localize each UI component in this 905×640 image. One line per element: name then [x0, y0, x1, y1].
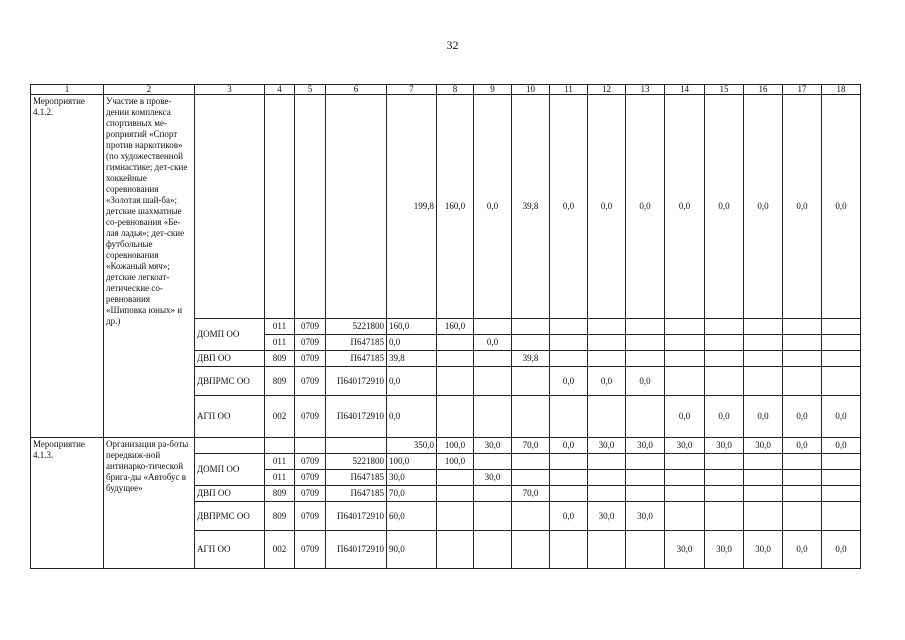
column-header: 18 — [822, 85, 861, 95]
amount-cell: 30,0 — [626, 502, 665, 531]
header-row — [31, 85, 861, 95]
total-value: 199,8 — [387, 95, 437, 319]
amount-cell — [744, 502, 783, 531]
amount-cell — [822, 335, 861, 351]
column-header: 13 — [626, 85, 665, 95]
amount-cell — [626, 335, 665, 351]
event-name: Организация ра-боты передвиж-ной антинарко-тической брига-ды «Автобус в будущее» — [104, 438, 195, 569]
article-code: П640172910 — [326, 502, 387, 531]
amount-cell — [705, 351, 744, 367]
amount-cell — [474, 486, 512, 502]
total-value: 0,0 — [783, 95, 822, 319]
amount-cell — [588, 396, 626, 438]
amount-cell — [512, 454, 550, 470]
amount-cell: 160,0 — [387, 319, 437, 335]
amount-cell: 0,0 — [783, 396, 822, 438]
amount-cell — [705, 454, 744, 470]
total-value: 30,0 — [665, 438, 705, 454]
amount-cell: 0,0 — [550, 367, 588, 396]
amount-cell — [705, 319, 744, 335]
section-code: 0709 — [295, 351, 326, 367]
amount-cell — [822, 470, 861, 486]
amount-cell: 0,0 — [744, 396, 783, 438]
column-header: 7 — [387, 85, 437, 95]
column-header: 14 — [665, 85, 705, 95]
article-code: П647185 — [326, 470, 387, 486]
budget-code: 002 — [265, 531, 295, 569]
amount-cell — [783, 470, 822, 486]
amount-cell: 90,0 — [387, 531, 437, 569]
column-header: 4 — [265, 85, 295, 95]
amount-cell — [744, 335, 783, 351]
amount-cell — [437, 502, 474, 531]
amount-cell — [705, 470, 744, 486]
column-header: 10 — [512, 85, 550, 95]
amount-cell — [665, 454, 705, 470]
executor: АГП ОО — [195, 396, 265, 438]
amount-cell — [512, 531, 550, 569]
total-value: 30,0 — [626, 438, 665, 454]
section-code: 0709 — [295, 470, 326, 486]
article-code: 5221800 — [326, 319, 387, 335]
total-value: 70,0 — [512, 438, 550, 454]
total-value: 0,0 — [474, 95, 512, 319]
empty-cell — [265, 95, 295, 319]
amount-cell — [512, 396, 550, 438]
total-value: 30,0 — [744, 438, 783, 454]
amount-cell — [474, 454, 512, 470]
amount-cell — [437, 335, 474, 351]
amount-cell — [626, 454, 665, 470]
section-code: 0709 — [295, 335, 326, 351]
amount-cell — [437, 396, 474, 438]
section-code: 0709 — [295, 531, 326, 569]
empty-cell — [295, 95, 326, 319]
budget-code: 809 — [265, 486, 295, 502]
executor: АГП ОО — [195, 531, 265, 569]
amount-cell — [822, 351, 861, 367]
amount-cell — [665, 351, 705, 367]
amount-cell: 0,0 — [387, 396, 437, 438]
amount-cell — [588, 531, 626, 569]
column-header: 5 — [295, 85, 326, 95]
budget-code: 011 — [265, 454, 295, 470]
amount-cell — [822, 454, 861, 470]
amount-cell: 0,0 — [588, 367, 626, 396]
amount-cell: 160,0 — [437, 319, 474, 335]
amount-cell — [744, 367, 783, 396]
amount-cell — [744, 486, 783, 502]
table-row — [31, 95, 861, 319]
total-value: 0,0 — [626, 95, 665, 319]
amount-cell: 30,0 — [705, 531, 744, 569]
amount-cell: 0,0 — [822, 531, 861, 569]
amount-cell — [822, 502, 861, 531]
amount-cell — [783, 454, 822, 470]
section-code: 0709 — [295, 486, 326, 502]
section-code: 0709 — [295, 319, 326, 335]
table-row — [31, 438, 861, 454]
amount-cell — [550, 351, 588, 367]
amount-cell — [665, 470, 705, 486]
empty-cell — [265, 438, 295, 454]
amount-cell — [588, 454, 626, 470]
amount-cell: 0,0 — [822, 396, 861, 438]
amount-cell — [744, 319, 783, 335]
amount-cell — [783, 486, 822, 502]
article-code: П640172910 — [326, 367, 387, 396]
amount-cell — [437, 531, 474, 569]
empty-cell — [326, 95, 387, 319]
total-value: 30,0 — [705, 438, 744, 454]
column-header: 9 — [474, 85, 512, 95]
column-header: 17 — [783, 85, 822, 95]
amount-cell — [783, 335, 822, 351]
amount-cell — [822, 319, 861, 335]
column-header: 11 — [550, 85, 588, 95]
amount-cell — [512, 335, 550, 351]
amount-cell — [474, 351, 512, 367]
amount-cell — [744, 470, 783, 486]
amount-cell: 100,0 — [437, 454, 474, 470]
section-code: 0709 — [295, 502, 326, 531]
amount-cell — [626, 319, 665, 335]
budget-code: 002 — [265, 396, 295, 438]
total-value: 0,0 — [550, 95, 588, 319]
empty-cell — [195, 95, 265, 319]
total-value: 30,0 — [474, 438, 512, 454]
amount-cell — [626, 486, 665, 502]
column-header: 16 — [744, 85, 783, 95]
event-label: Мероприятие 4.1.3. — [31, 438, 104, 569]
column-header: 3 — [195, 85, 265, 95]
executor: ДОМП ОО — [195, 454, 265, 486]
article-code: П647185 — [326, 486, 387, 502]
total-value: 350,0 — [387, 438, 437, 454]
column-header: 15 — [705, 85, 744, 95]
amount-cell: 0,0 — [387, 335, 437, 351]
amount-cell — [512, 502, 550, 531]
amount-cell — [665, 486, 705, 502]
amount-cell: 39,8 — [512, 351, 550, 367]
total-value: 0,0 — [822, 438, 861, 454]
amount-cell — [744, 454, 783, 470]
amount-cell: 30,0 — [387, 470, 437, 486]
amount-cell — [437, 367, 474, 396]
amount-cell — [437, 486, 474, 502]
total-value: 0,0 — [783, 438, 822, 454]
amount-cell — [550, 531, 588, 569]
budget-code: 011 — [265, 335, 295, 351]
amount-cell — [705, 367, 744, 396]
amount-cell — [705, 502, 744, 531]
executor: ДВП ОО — [195, 486, 265, 502]
amount-cell — [550, 486, 588, 502]
amount-cell — [744, 351, 783, 367]
article-code: П647185 — [326, 351, 387, 367]
budget-code: 011 — [265, 470, 295, 486]
empty-cell — [326, 438, 387, 454]
total-value: 100,0 — [437, 438, 474, 454]
amount-cell: 30,0 — [474, 470, 512, 486]
section-code: 0709 — [295, 367, 326, 396]
section-code: 0709 — [295, 454, 326, 470]
amount-cell — [783, 502, 822, 531]
amount-cell — [474, 367, 512, 396]
amount-cell — [783, 319, 822, 335]
column-header: 6 — [326, 85, 387, 95]
article-code: П640172910 — [326, 396, 387, 438]
total-value: 0,0 — [705, 95, 744, 319]
amount-cell — [665, 502, 705, 531]
amount-cell: 60,0 — [387, 502, 437, 531]
column-header: 1 — [31, 85, 104, 95]
amount-cell — [512, 470, 550, 486]
amount-cell — [437, 470, 474, 486]
amount-cell — [626, 531, 665, 569]
total-value: 39,8 — [512, 95, 550, 319]
amount-cell — [474, 502, 512, 531]
budget-code: 809 — [265, 502, 295, 531]
amount-cell — [665, 335, 705, 351]
amount-cell — [474, 531, 512, 569]
section-code: 0709 — [295, 396, 326, 438]
budget-code: 011 — [265, 319, 295, 335]
executor: ДОМП ОО — [195, 319, 265, 351]
amount-cell — [550, 319, 588, 335]
total-value: 0,0 — [665, 95, 705, 319]
empty-cell — [195, 438, 265, 454]
article-code: П640172910 — [326, 531, 387, 569]
event-label: Мероприятие 4.1.2. — [31, 95, 104, 438]
event-name: Участие в прове-дении комплекса спортивных ме-роприятий «Спорт против наркотиков» (по художественной гимнастике; дет-ские хоккейные соревнования «Золотая шай-ба»; детские шахматные со-ревнования «Бе-лая ладья»; дет-ские футбольные соревнования «Кожаный мяч»; детские легкоат-летические со-ревнования «Шиповка юных» и др.) — [104, 95, 195, 438]
amount-cell — [588, 486, 626, 502]
amount-cell — [474, 396, 512, 438]
article-code: П647185 — [326, 335, 387, 351]
amount-cell: 0,0 — [665, 396, 705, 438]
amount-cell — [665, 319, 705, 335]
amount-cell: 100,0 — [387, 454, 437, 470]
amount-cell: 0,0 — [705, 396, 744, 438]
amount-cell — [512, 319, 550, 335]
amount-cell — [588, 351, 626, 367]
amount-cell — [512, 367, 550, 396]
total-value: 160,0 — [437, 95, 474, 319]
total-value: 0,0 — [744, 95, 783, 319]
amount-cell — [550, 335, 588, 351]
amount-cell — [550, 454, 588, 470]
amount-cell — [822, 367, 861, 396]
amount-cell — [705, 486, 744, 502]
amount-cell — [437, 351, 474, 367]
amount-cell — [626, 396, 665, 438]
amount-cell: 30,0 — [665, 531, 705, 569]
amount-cell — [588, 319, 626, 335]
column-header: 2 — [104, 85, 195, 95]
amount-cell: 0,0 — [474, 335, 512, 351]
amount-cell — [665, 367, 705, 396]
amount-cell: 0,0 — [387, 367, 437, 396]
executor: ДВП ОО — [195, 351, 265, 367]
executor: ДВПРМС ОО — [195, 502, 265, 531]
amount-cell — [783, 367, 822, 396]
amount-cell — [822, 486, 861, 502]
budget-code: 809 — [265, 367, 295, 396]
executor: ДВПРМС ОО — [195, 367, 265, 396]
empty-cell — [295, 438, 326, 454]
amount-cell: 70,0 — [387, 486, 437, 502]
column-header: 8 — [437, 85, 474, 95]
amount-cell — [705, 335, 744, 351]
amount-cell — [474, 319, 512, 335]
amount-cell: 39,8 — [387, 351, 437, 367]
amount-cell — [626, 470, 665, 486]
amount-cell — [626, 351, 665, 367]
amount-cell — [588, 470, 626, 486]
budget-table — [30, 84, 861, 569]
amount-cell — [550, 396, 588, 438]
amount-cell — [783, 351, 822, 367]
page-number: 32 — [446, 38, 459, 52]
total-value: 0,0 — [550, 438, 588, 454]
amount-cell — [550, 470, 588, 486]
amount-cell: 70,0 — [512, 486, 550, 502]
total-value: 0,0 — [822, 95, 861, 319]
amount-cell: 0,0 — [550, 502, 588, 531]
total-value: 0,0 — [588, 95, 626, 319]
column-header: 12 — [588, 85, 626, 95]
amount-cell: 0,0 — [626, 367, 665, 396]
budget-code: 809 — [265, 351, 295, 367]
amount-cell — [588, 335, 626, 351]
amount-cell: 30,0 — [744, 531, 783, 569]
amount-cell: 30,0 — [588, 502, 626, 531]
amount-cell: 0,0 — [783, 531, 822, 569]
total-value: 30,0 — [588, 438, 626, 454]
article-code: 5221800 — [326, 454, 387, 470]
